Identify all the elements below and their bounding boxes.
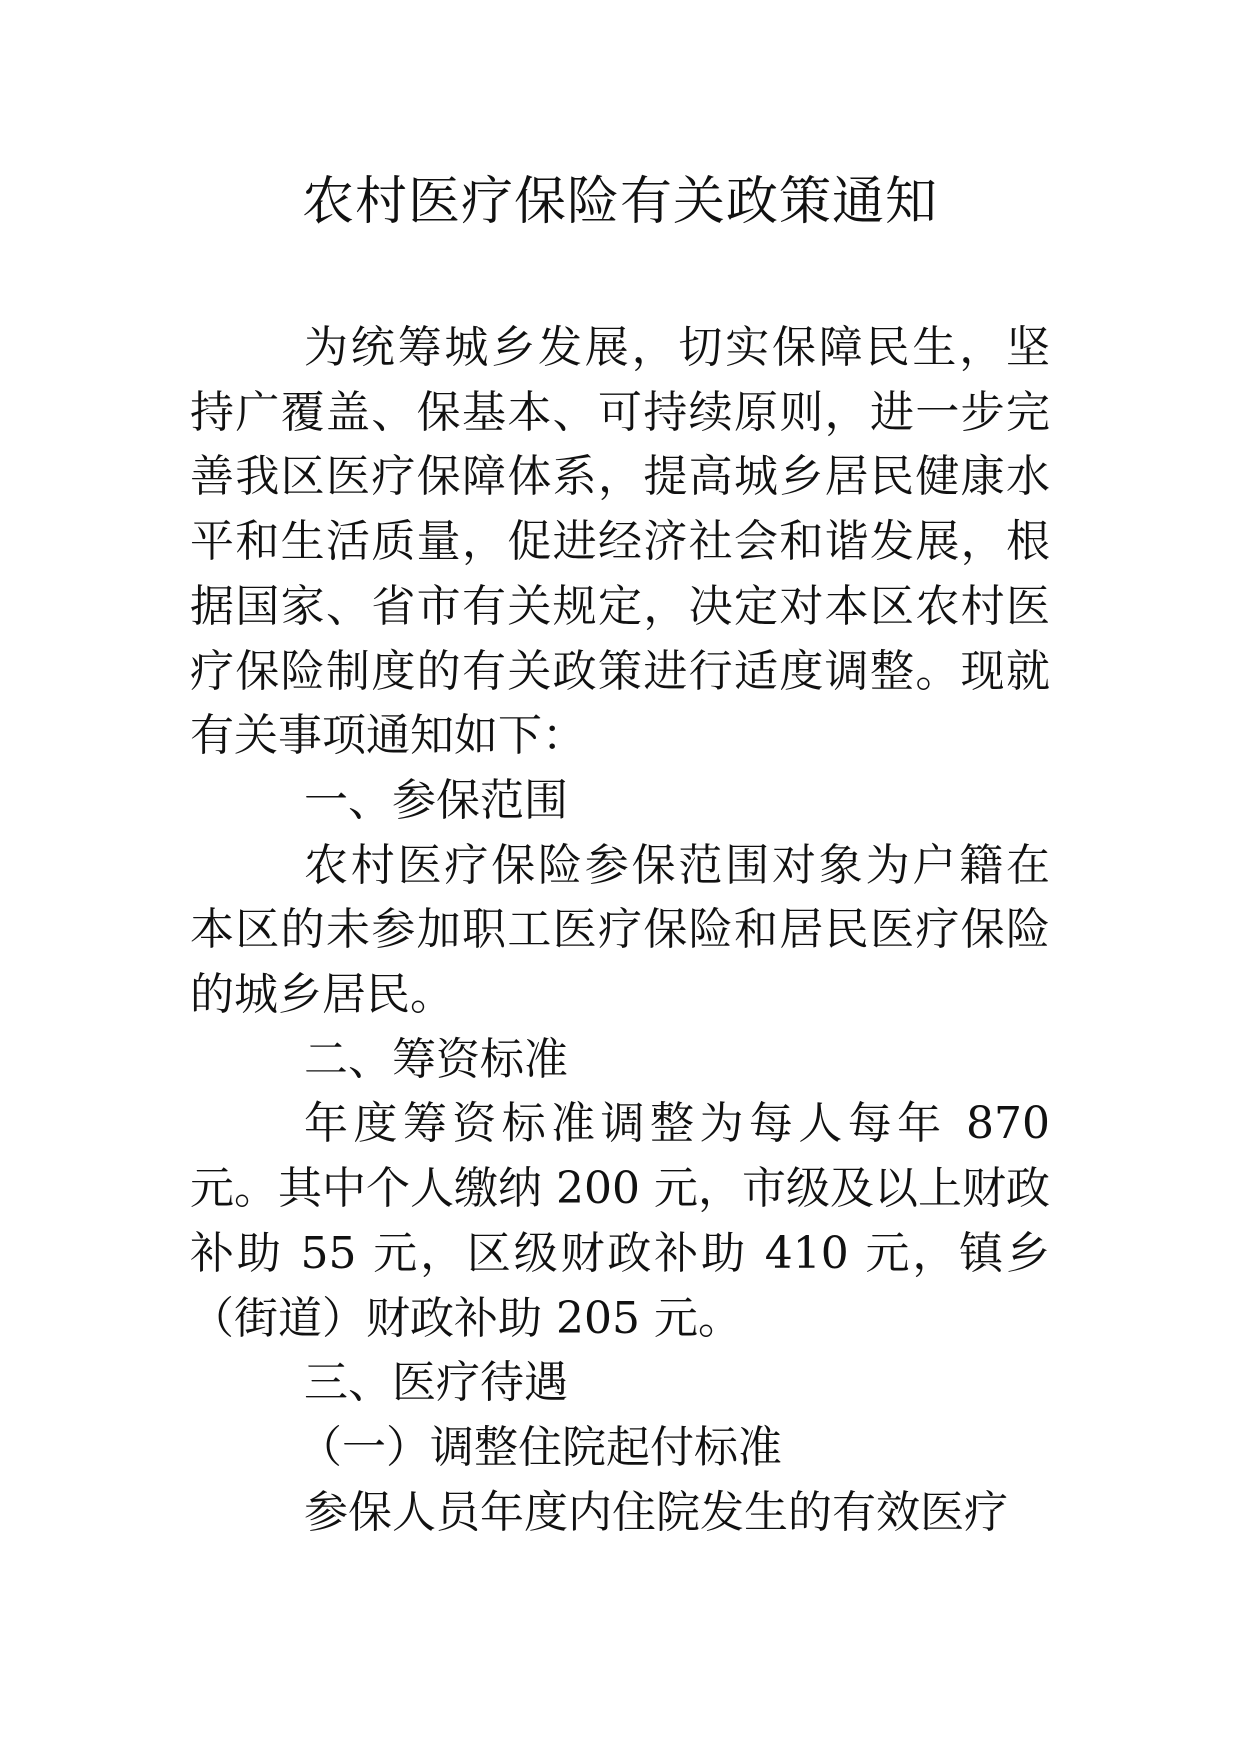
section-heading-benefits: 三、医疗待遇 — [304, 1357, 568, 1409]
section-heading-funding: 二、筹资标准 — [304, 1033, 568, 1085]
document-body — [190, 316, 1050, 1545]
section-heading-coverage: 一、参保范围 — [304, 774, 568, 826]
deductible-paragraph: 参保人员年度内住院发生的有效医疗 — [304, 1486, 1008, 1538]
subsection-heading-deductible: （一）调整住院起付标准 — [298, 1421, 782, 1473]
intro-paragraph: 为统筹城乡发展，切实保障民生，坚持广覆盖、保基本、可持续原则，进一步完善我区医疗保障体系，提高城乡居民健康水平和生活质量，促进经济社会和谐发展，根据国家、省市有关规定，决定对本区农村医疗保险制度的有关政策进行适度调整。现就有关事项通知如下： — [190, 322, 1050, 762]
document-title: 农村医疗保险有关政策通知 — [301, 172, 938, 232]
coverage-paragraph: 农村医疗保险参保范围对象为户籍在本区的未参加职工医疗保险和居民医疗保险的城乡居民。 — [190, 839, 1050, 1021]
funding-paragraph: 年度筹资标准调整为每人每年 870 元。其中个人缴纳 200 元，市级及以上财政补助 55 元，区级财政补助 410 元，镇乡（街道）财政补助 205 元。 — [190, 1098, 1050, 1344]
